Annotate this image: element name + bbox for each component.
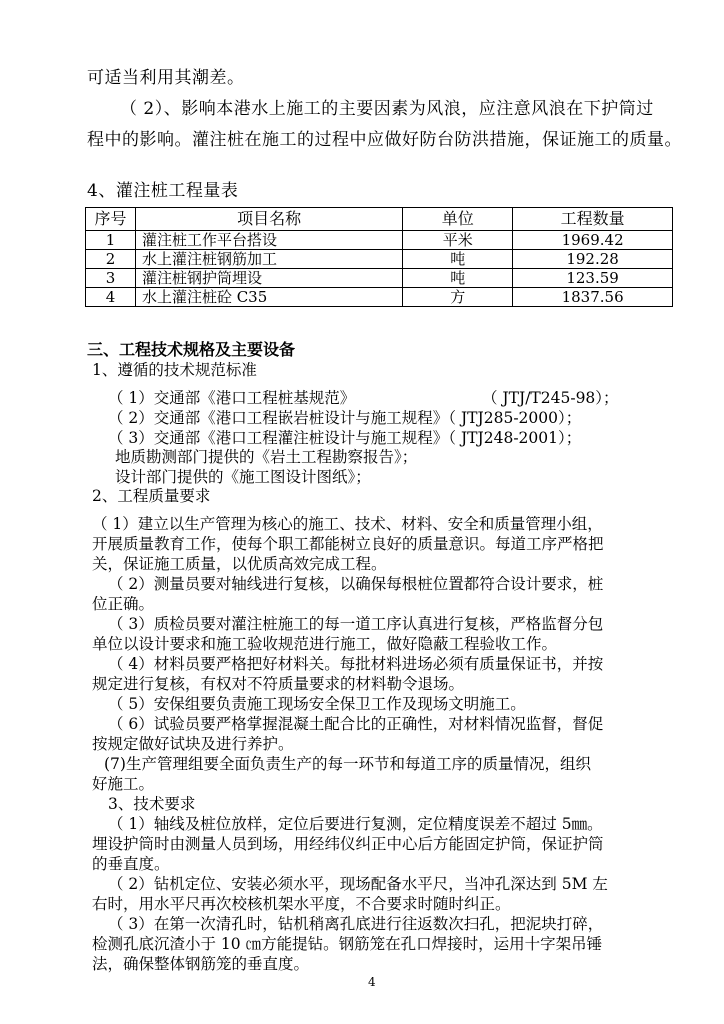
table-row xyxy=(86,231,673,250)
standard-5: 设计部门提供的《施工图设计图纸》； xyxy=(115,468,371,486)
intro-line-2: （ 2）、影响本港水上施工的主要因素为风浪，应注意风浪在下护筒过 xyxy=(120,99,654,119)
table-cell: 灌注桩钢护筒埋设 xyxy=(135,269,402,288)
table-row xyxy=(86,269,673,288)
quality-2-line-1: （ 2）测量员要对轴线进行复核，以确保每根桩位置都符合设计要求，桩 xyxy=(108,575,604,593)
page-number: 4 xyxy=(368,975,376,989)
intro-line-1: 可适当利用其潮差。 xyxy=(87,68,245,88)
tech-3-line-1: （ 3）在第一次清孔时，钻机稍离孔底进行往返数次扫孔，把泥块打碎， xyxy=(108,915,604,933)
quality-7-line-2: 好施工。 xyxy=(92,775,155,793)
quality-5: （ 5）安保组要负责施工现场安全保卫工作及现场文明施工。 xyxy=(108,695,526,713)
table-header-cell: 工程数量 xyxy=(513,208,673,231)
standard-4: 地质勘测部门提供的《岩土工程勘察报告》； xyxy=(115,448,418,466)
table-header-row xyxy=(86,208,673,231)
tech-3-line-2: 检测孔底沉渣小于 10 ㎝方能提钻。钢筋笼在孔口焊接时，运用十字架吊锤 xyxy=(92,935,603,953)
quality-4-line-2: 规定进行复核，有权对不符质量要求的材料勒令退场。 xyxy=(92,675,465,693)
table-header-cell: 单位 xyxy=(403,208,513,231)
table-cell: 平米 xyxy=(403,231,513,250)
table-cell: 水上灌注桩砼 C35 xyxy=(135,288,402,307)
quality-2-line-2: 位正确。 xyxy=(92,595,155,613)
table-cell: 灌注桩工作平台搭设 xyxy=(135,231,402,250)
quality-3-line-1: （ 3）质检员要对灌注桩施工的每一道工序认真进行复核，严格监督分包 xyxy=(108,615,604,633)
table-cell: 吨 xyxy=(403,250,513,269)
tech-2-line-2: 右时，用水平尺再次校核机架水平度，不合要求时随时纠正。 xyxy=(92,895,511,913)
quality-6-line-1: （ 6）试验员要严格掌握混凝土配合比的正确性，对材料情况监督，督促 xyxy=(108,715,604,733)
table-cell: 192.28 xyxy=(513,250,673,269)
table-cell: 1969.42 xyxy=(513,231,673,250)
quality-3-line-2: 单位以设计要求和施工验收规范进行施工，做好隐蔽工程验收工作。 xyxy=(92,635,558,653)
quantity-table xyxy=(85,207,673,307)
quality-6-line-2: 按规定做好试块及进行养护。 xyxy=(92,735,294,753)
tech-1-line-1: （ 1）轴线及桩位放样，定位后要进行复测，定位精度误差不超过 5㎜。 xyxy=(108,815,603,833)
subsection-3-title: 3、技术要求 xyxy=(108,795,196,813)
subsection-2-title: 2、工程质量要求 xyxy=(92,487,211,505)
table-cell: 123.59 xyxy=(513,269,673,288)
table-cell: 2 xyxy=(86,250,136,269)
tech-1-line-2: 埋设护筒时由测量人员到场，用经纬仪纠正中心后方能固定护筒，保证护筒 xyxy=(92,835,604,853)
quality-4-line-1: （ 4）材料员要严格把好材料关。每批材料进场必须有质量保证书，并按 xyxy=(108,655,604,673)
table-cell: 4 xyxy=(86,288,136,307)
table-cell: 1 xyxy=(86,231,136,250)
table-cell: 3 xyxy=(86,269,136,288)
intro-line-3: 程中的影响。灌注桩在施工的过程中应做好防台防洪措施，保证施工的质量。 xyxy=(87,130,682,150)
table-cell: 吨 xyxy=(403,269,513,288)
quality-1-line-1: （ 1）建立以生产管理为核心的施工、技术、材料、安全和质量管理小组， xyxy=(92,515,603,533)
standard-2: （ 2）交通部《港口工程嵌岩桩设计与施工规程》（ JTJ285-2000）； xyxy=(108,409,582,427)
table-header-cell: 序号 xyxy=(86,208,136,231)
standard-3: （ 3）交通部《港口工程灌注桩设计与施工规程》（ JTJ248-2001）； xyxy=(108,429,582,447)
quality-7-line-1: (7)生产管理组要全面负责生产的每一环节和每道工序的质量情况，组织 xyxy=(104,755,591,773)
table-cell: 水上灌注桩钢筋加工 xyxy=(135,250,402,269)
tech-2-line-1: （ 2）钻机定位、安装必须水平，现场配备水平尺，当冲孔深达到 5M 左 xyxy=(108,875,608,893)
table-row xyxy=(86,288,673,307)
quality-1-line-2: 开展质量教育工作，使每个职工都能树立良好的质量意识。每道工序严格把 xyxy=(92,535,604,553)
standard-1: （ 1）交通部《港口工程桩基规范》 xyxy=(108,389,356,407)
section-heading: 三、工程技术规格及主要设备 xyxy=(87,340,296,359)
tech-1-line-3: 的垂直度。 xyxy=(92,855,170,873)
table-row xyxy=(86,250,673,269)
standard-1-code: （ JTJ/T245-98）； xyxy=(482,389,619,407)
table-title: 4、灌注桩工程量表 xyxy=(87,181,239,201)
subsection-1-title: 1、遵循的技术规范标准 xyxy=(92,361,257,379)
quality-1-line-3: 关，保证施工质量，以优质高效完成工程。 xyxy=(92,555,387,573)
table-header-cell: 项目名称 xyxy=(135,208,402,231)
table-cell: 方 xyxy=(403,288,513,307)
tech-3-line-3: 法，确保整体钢筋笼的垂直度。 xyxy=(92,955,310,973)
table-cell: 1837.56 xyxy=(513,288,673,307)
